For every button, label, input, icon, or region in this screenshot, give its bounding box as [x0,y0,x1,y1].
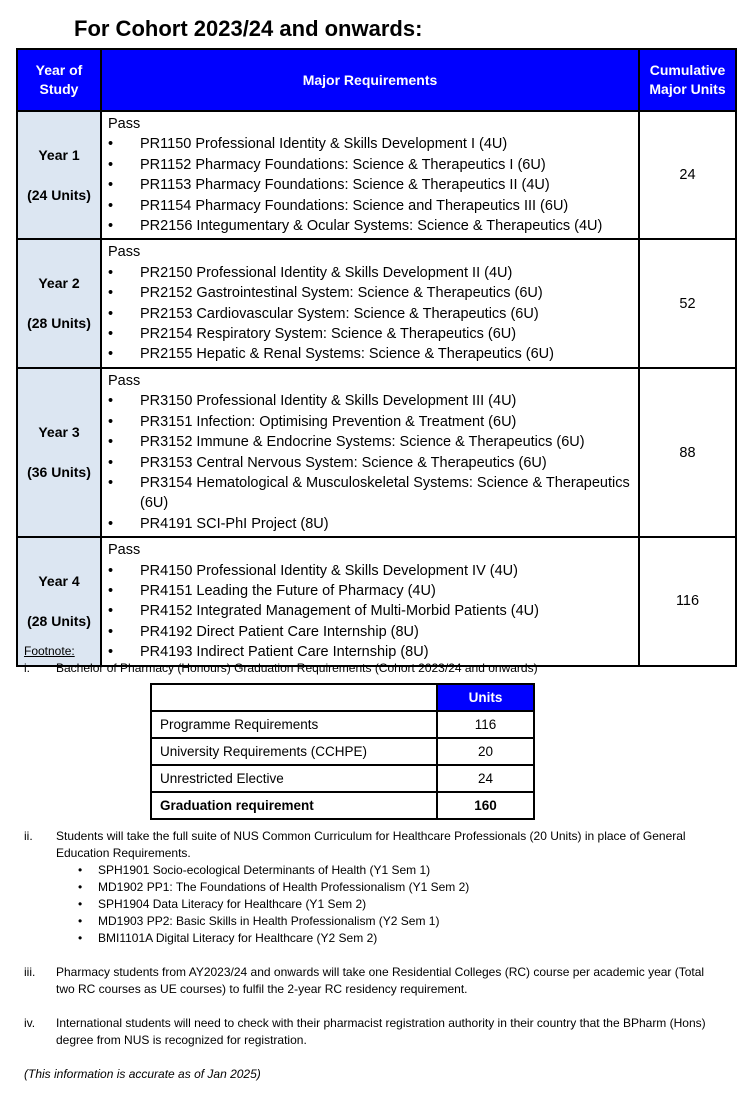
list-item [78,913,724,930]
year-units: (28 Units) [27,315,91,332]
pass-label: Pass [108,244,141,261]
list-item [108,432,634,452]
course-name: PR1154 Pharmacy Foundations: Science and Therapeutics III (6U) [140,197,569,214]
course-name: PR3154 Hematological & Musculoskeletal Systems: Science & Therapeutics (6U) [140,474,630,512]
requirement-label: University Requirements (CCHPE) [151,738,437,765]
year-cell [17,368,101,537]
course-name: MD1902 PP1: The Foundations of Health Professionalism (Y1 Sem 2) [98,880,470,894]
cchpe-course-list [56,862,724,947]
year-label: Year 2 [38,275,80,292]
requirement-units: 24 [437,765,534,792]
bullet-icon: • [78,863,83,877]
requirements-cell [101,239,639,367]
bullet-icon: • [108,644,114,661]
list-item [108,514,634,534]
cumulative-units-cell: 116 [639,537,736,665]
course-name: PR3151 Infection: Optimising Prevention & Treatment (6U) [140,413,517,430]
bullet-icon: • [78,931,83,945]
bullet-icon: • [108,393,114,410]
requirement-units: 116 [437,711,534,738]
list-item [108,175,634,195]
page-title: For Cohort 2023/24 and onwards: [74,16,423,41]
graduation-requirements-table [150,683,535,820]
blank-header-cell [151,684,437,711]
table-row-year-1 [17,111,736,239]
table-row-year-3 [17,368,736,537]
requirement-units: 20 [437,738,534,765]
list-item [108,561,634,581]
list-item [108,196,634,216]
year-label: Year 1 [38,146,80,163]
header-year-of-study: Year of Study [17,49,101,111]
cumulative-units-cell: 88 [639,368,736,537]
pass-label: Pass [108,116,141,132]
list-item [78,862,724,879]
requirement-label: Unrestricted Elective [151,765,437,792]
course-name: SPH1904 Data Literacy for Healthcare (Y1 Sem 2) [98,897,367,911]
course-name: PR4151 Leading the Future of Pharmacy (4U) [140,582,436,599]
course-name: PR4192 Direct Patient Care Internship (8U) [140,623,419,640]
course-name: PR2156 Integumentary & Ocular Systems: Science & Therapeutics (4U) [140,218,603,235]
bullet-icon: • [108,136,114,153]
requirement-label: Graduation requirement [151,792,437,819]
course-name: PR4152 Integrated Management of Multi-Morbid Patients (4U) [140,603,539,620]
bullet-icon: • [108,623,114,640]
course-name: PR1152 Pharmacy Foundations: Science & Therapeutics I (6U) [140,156,546,173]
footnote-number: iv. [24,1016,36,1030]
bullet-icon: • [108,603,114,620]
list-item [108,412,634,432]
course-name: PR4150 Professional Identity & Skills Development IV (4U) [140,562,518,579]
bullet-icon: • [78,880,83,894]
year-label: Year 4 [38,572,80,589]
list-item [108,155,634,175]
year-units: (36 Units) [27,464,91,480]
requirement-units: 160 [437,792,534,819]
course-list [108,391,634,534]
course-name: PR3152 Immune & Endocrine Systems: Science & Therapeutics (6U) [140,434,585,451]
requirements-cell [101,111,639,239]
bullet-icon: • [108,474,114,491]
list-item [78,930,724,947]
footnote-text: International students will need to check with their pharmacist registration authority in their country that the BPharm (Hons) degree from NUS is recognized for registration. [56,1016,706,1047]
footnote-text: Pharmacy students from AY2023/24 and onwards will take one Residential Colleges (RC) course per academic year (Total two RC courses as UE courses) to fulfil the 2-year RC residency requirement. [56,965,705,996]
list-item [108,453,634,473]
bullet-icon: • [108,326,114,343]
requirement-label: Programme Requirements [151,711,437,738]
pass-label: Pass [108,542,141,559]
table-header-row [17,49,736,111]
list-item [108,581,634,601]
year-cell [17,239,101,367]
list-item [108,473,634,514]
bullet-icon: • [108,285,114,302]
footnote-text: Bachelor of Pharmacy (Honours) Graduation Requirements (Cohort 2023/24 and onwards) [56,661,538,675]
course-name: PR4193 Indirect Patient Care Internship (8U) [140,644,429,661]
year-units: (28 Units) [27,612,91,629]
list-item [78,896,724,913]
bullet-icon: • [108,413,114,430]
table-header-row [151,684,534,711]
course-name: PR1153 Pharmacy Foundations: Science & Therapeutics II (4U) [140,177,550,194]
course-name: PR4191 SCI-PhI Project (8U) [140,515,329,532]
pass-label: Pass [108,372,141,389]
table-row [151,711,534,738]
table-row-total [151,792,534,819]
bullet-icon: • [108,434,114,451]
cumulative-units-cell: 24 [639,111,736,239]
list-item [108,601,634,621]
list-item [108,344,634,364]
course-name: PR2154 Respiratory System: Science & Therapeutics (6U) [140,326,517,343]
requirements-cell [101,368,639,537]
table-row [151,765,534,792]
bullet-icon: • [108,515,114,532]
list-item [108,391,634,411]
year-label: Year 3 [38,424,80,440]
course-name: PR1150 Professional Identity & Skills Development I (4U) [140,136,508,153]
list-item [108,263,634,283]
footnote-number: iii. [24,965,36,979]
table-row [151,738,534,765]
bullet-icon: • [108,218,114,235]
year-units: (24 Units) [27,186,91,203]
bullet-icon: • [108,454,114,471]
bullet-icon: • [108,156,114,173]
course-name: PR2155 Hepatic & Renal Systems: Science & Therapeutics (6U) [140,346,554,363]
bullet-icon: • [108,346,114,363]
bullet-icon: • [108,582,114,599]
bullet-icon: • [108,305,114,322]
footnote-item-ii [24,828,724,947]
list-item [108,283,634,303]
course-list [108,263,634,365]
list-item [78,879,724,896]
footnote-item-iv [24,1015,724,1049]
cumulative-units-cell: 52 [639,239,736,367]
table-row-year-2 [17,239,736,367]
bullet-icon: • [108,197,114,214]
course-list [108,134,634,236]
bullet-icon: • [108,264,114,281]
list-item [108,134,634,154]
header-cumulative-units: Cumulative Major Units [639,49,736,111]
list-item [108,216,634,236]
major-requirements-table [16,48,737,667]
bullet-icon: • [78,914,83,928]
footnote-heading: Footnote: [24,644,75,658]
bullet-icon: • [78,897,83,911]
course-name: PR2150 Professional Identity & Skills Development II (4U) [140,264,513,281]
header-major-requirements: Major Requirements [101,49,639,111]
list-item [108,304,634,324]
units-header: Units [437,684,534,711]
course-name: PR2152 Gastrointestinal System: Science & Therapeutics (6U) [140,285,543,302]
bullet-icon: • [108,177,114,194]
footnote-number: ii. [24,829,33,843]
course-name: PR3150 Professional Identity & Skills Development III (4U) [140,393,517,410]
list-item [108,622,634,642]
course-name: PR3153 Central Nervous System: Science & Therapeutics (6U) [140,454,547,471]
bullet-icon: • [108,562,114,579]
course-name: PR2153 Cardiovascular System: Science & Therapeutics (6U) [140,305,539,322]
accuracy-note: (This information is accurate as of Jan 2025) [24,1067,261,1081]
footnote-section [24,643,724,1083]
course-name: MD1903 PP2: Basic Skills in Health Professionalism (Y2 Sem 1) [98,914,440,928]
footnote-item-iii [24,964,724,998]
list-item [108,324,634,344]
footnote-text: Students will take the full suite of NUS Common Curriculum for Healthcare Professionals (20 Units) in place of General Education Requirements. [56,829,686,860]
course-name: BMI1101A Digital Literacy for Healthcare (Y2 Sem 2) [98,931,378,945]
footnote-number: i. [24,661,30,675]
footnote-item-i [24,660,724,677]
year-cell [17,111,101,239]
course-name: SPH1901 Socio-ecological Determinants of Health (Y1 Sem 1) [98,863,431,877]
